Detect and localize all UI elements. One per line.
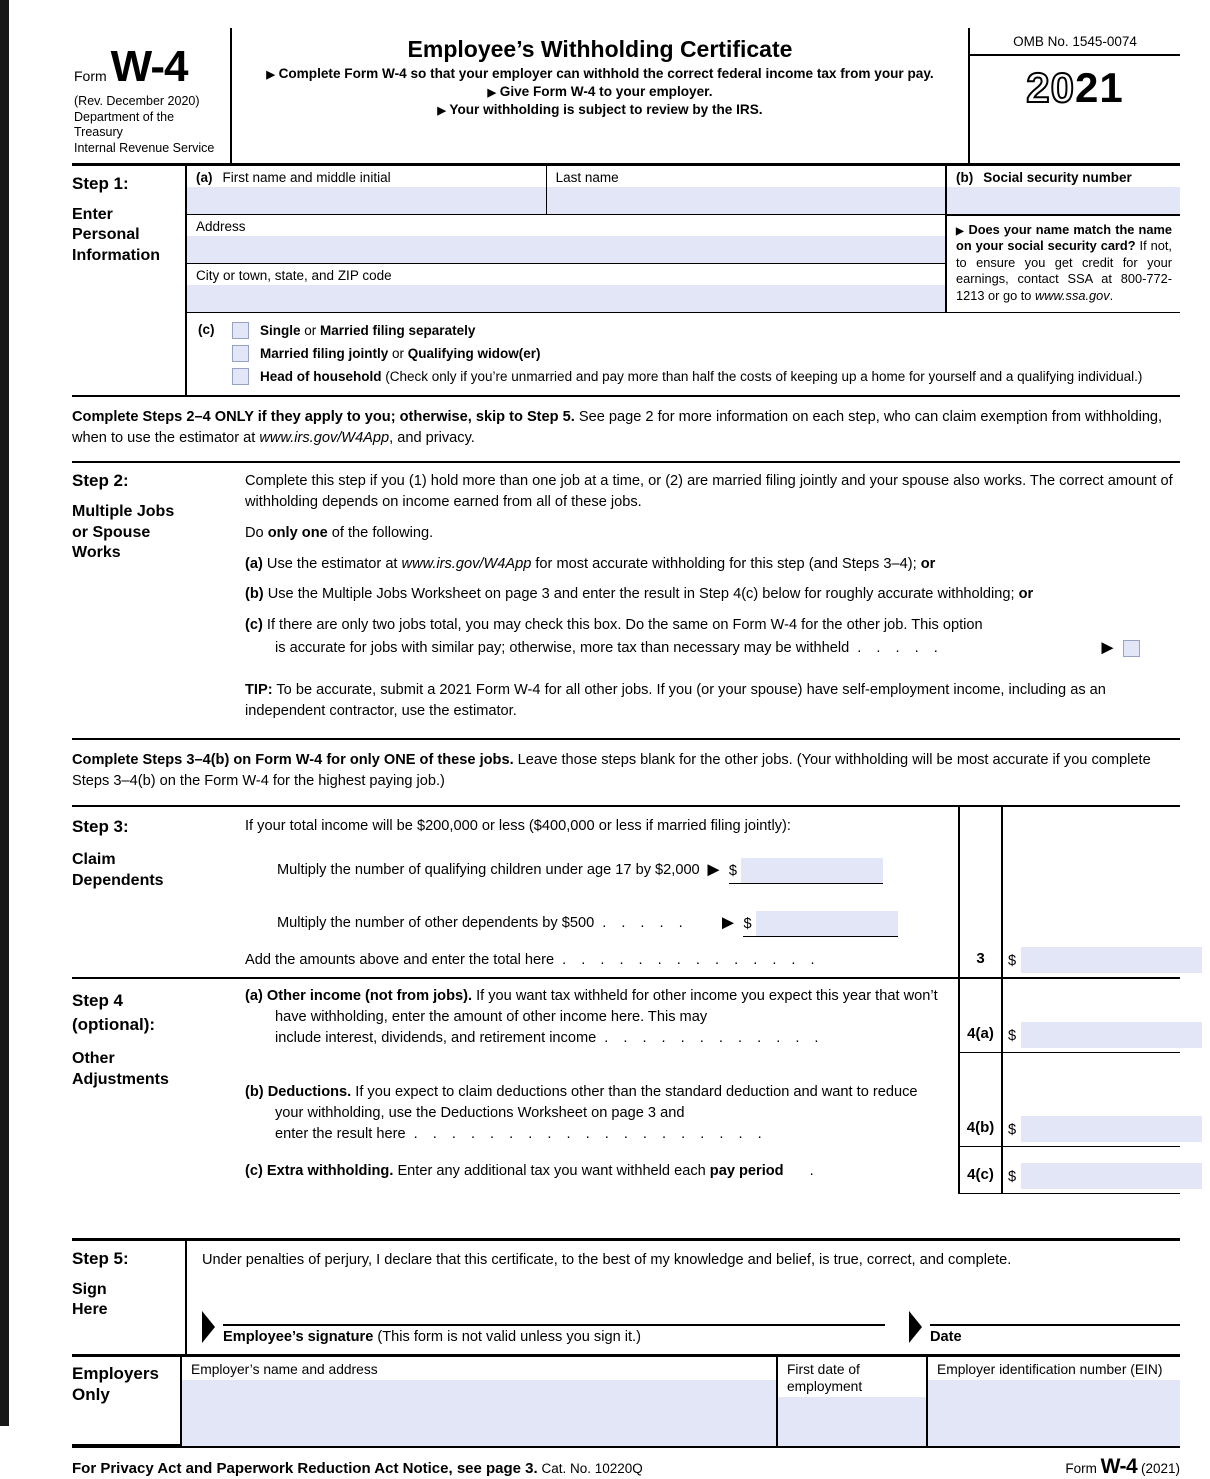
- ein-input[interactable]: [928, 1380, 1180, 1446]
- last-name-input[interactable]: [547, 187, 945, 214]
- step4-optional: (optional):: [72, 1015, 156, 1035]
- filing-status-tag: (c): [198, 321, 215, 337]
- step1-title: Step 1:: [72, 173, 129, 193]
- step5-section: [72, 1238, 1180, 1354]
- form-word: Form: [74, 68, 107, 84]
- filing-option-head-of-household: Head of household (Check only if you’re unmarried and pay more than half the costs of keeping up a home for yourself and a qualifying individual.): [232, 368, 1142, 385]
- filing-option-married-jointly: Married filing jointly or Qualifying widow(er): [232, 345, 1142, 362]
- step5-title: Step 5:: [72, 1248, 129, 1268]
- line4b-amount-cell: $: [1003, 1053, 1180, 1147]
- step4c-row: (c) Extra withholding. Enter any additional tax you want withheld each pay period .: [245, 1147, 958, 1194]
- last-name-label: Last name: [555, 169, 619, 185]
- step3-children-row: Multiply the number of qualifying children under age 17 by $2,000 ▶ $: [245, 843, 958, 899]
- step2-label-block: [72, 471, 245, 722]
- ssn-input[interactable]: [947, 187, 1180, 214]
- dot-leader: .: [809, 1162, 814, 1179]
- children-amount-input[interactable]: [741, 858, 883, 883]
- step3-dependents-row: Multiply the number of other dependents by $500 . . . . . ▶ $: [245, 899, 958, 949]
- steps-3-4-table: [72, 807, 1180, 1194]
- form-number: W-4: [110, 42, 188, 91]
- employee-signature-area[interactable]: Employee’s signature (This form is not valid unless you sign it.): [223, 1324, 885, 1345]
- form-footer-id: Form W-4 (2021): [1065, 1454, 1180, 1478]
- step5-subtitle: Sign Here: [72, 1280, 108, 1319]
- omb-year-block: [968, 28, 1180, 163]
- date-arrow-icon: [909, 1311, 922, 1343]
- line4a-number: 4(a): [958, 979, 1003, 1053]
- steps-3-4b-note: Complete Steps 3–4(b) on Form W-4 for only ONE of these jobs. Leave those steps blank for the other jobs. (Your withholding will be most accurate if you complete Steps 3–4(b) on the Form W-4 for the highest paying job.): [72, 740, 1180, 806]
- privacy-act-notice: For Privacy Act and Paperwork Reduction Act Notice, see page 3.: [72, 1459, 538, 1477]
- ssn-label: (b) Social security number: [956, 169, 1132, 185]
- step2-item-b: (b) Use the Multiple Jobs Worksheet on page 3 and enter the result in Step 4(c) below for roughly accurate withholding; or: [245, 586, 1034, 603]
- form-header: [72, 28, 1180, 166]
- catalog-number: Cat. No. 10220Q: [541, 1460, 643, 1476]
- dot-leader: . . . . .: [602, 914, 683, 931]
- step3-total-row: Add the amounts above and enter the total here . . . . . . . . . . . . . .: [245, 949, 958, 979]
- scan-left-edge: [0, 0, 9, 1426]
- line4b-amount-input[interactable]: [1021, 1116, 1202, 1142]
- treasury-line: Department of the Treasury: [74, 109, 175, 140]
- arrow-icon: ▶: [956, 225, 965, 237]
- signature-arrow-icon: [202, 1311, 215, 1343]
- city-state-zip-input[interactable]: [187, 285, 945, 312]
- filing-option-single: Single or Married filing separately: [232, 322, 1142, 339]
- filing-status-group: [187, 313, 1180, 395]
- step5-label-block: [72, 1241, 185, 1354]
- step3-title: Step 3:: [72, 816, 129, 836]
- employers-only-section: [72, 1354, 1180, 1448]
- dependents-amount-input[interactable]: [756, 911, 898, 936]
- page-footer: [72, 1448, 1180, 1479]
- line3-amount-input[interactable]: [1021, 947, 1202, 973]
- employer-name-address-input[interactable]: [182, 1380, 776, 1446]
- married-jointly-checkbox[interactable]: [232, 345, 249, 362]
- employers-only-label: Employers Only: [72, 1357, 180, 1448]
- form-id-block: [72, 28, 232, 163]
- dot-leader: . . . . . . . . . . . .: [604, 1029, 819, 1046]
- dot-leader: . . . . . . . . . . . . . . . . . . .: [413, 1125, 762, 1142]
- head-of-household-checkbox[interactable]: [232, 368, 249, 385]
- first-date-employment-label: First date of employment: [787, 1361, 863, 1394]
- line3-amount-cell: $: [1003, 949, 1180, 979]
- ssa-note: ▶ Does your name match the name on your social security card? If not, to ensure you get credit for your earnings, contact SSA at 800-772-1213 or go to www.ssa.gov.: [956, 221, 1172, 303]
- title-block: [232, 28, 968, 163]
- instruction-line: ▶ Complete Form W-4 so that your employer can withhold the correct federal income tax from your pay.: [266, 66, 934, 81]
- single-checkbox[interactable]: [232, 322, 249, 339]
- dot-leader: . . . . . . . . . . . . . .: [562, 952, 815, 969]
- step2-tip: TIP: To be accurate, submit a 2021 Form W-4 for all other jobs. If you (or your spouse) have self-employment income, including as an independent contractor, use the estimator.: [245, 681, 1106, 720]
- arrow-icon: ▶: [437, 105, 446, 117]
- step1-label-block: [72, 166, 185, 395]
- city-state-zip-label: City or town, state, and ZIP code: [196, 267, 392, 283]
- date-area[interactable]: Date: [930, 1324, 1180, 1345]
- step4a-row: (a) Other income (not from jobs). If you want tax withheld for other income you expect this year that won’t have withholding, enter the amount of other income here. This may include interest, dividends, and retirement income . . . . . . . . . . . .: [245, 979, 958, 1053]
- line4c-amount-input[interactable]: [1021, 1163, 1202, 1189]
- first-name-label: (a) First name and middle initial: [196, 169, 391, 185]
- instruction-line: ▶ Your withholding is subject to review by the IRS.: [437, 102, 763, 117]
- step2-paragraph: Complete this step if you (1) hold more than one job at a time, or (2) are married filing jointly and your spouse also works. The correct amount of withholding depends on income earned from all of these jobs.: [245, 472, 1173, 510]
- step4b-row: (b) Deductions. If you expect to claim deductions other than the standard deduction and want to reduce your withholding, use the Deductions Worksheet on page 3 and enter the result here . . . . . . . . . . . . . . . . . . .: [245, 1053, 958, 1147]
- line4c-number: 4(c): [958, 1147, 1003, 1194]
- step1-section: [72, 166, 1180, 397]
- irs-line: Internal Revenue Service: [74, 140, 215, 155]
- form-title: Employee’s Withholding Certificate: [407, 36, 793, 62]
- step3-label-block: [72, 807, 245, 979]
- step3-subtitle: Claim Dependents: [72, 851, 164, 889]
- step1-subtitle: Enter Personal Information: [72, 205, 160, 265]
- ein-label: Employer identification number (EIN): [937, 1361, 1163, 1377]
- perjury-declaration: Under penalties of perjury, I declare that this certificate, to the best of my knowledge and belief, is true, correct, and complete.: [202, 1251, 1012, 1268]
- step3-intro: If your total income will be $200,000 or less ($400,000 or less if married filing jointly):: [245, 817, 791, 834]
- step2-item-c-line2: is accurate for jobs with similar pay; otherwise, more tax than necessary may be withheld . . . . . ▶: [245, 638, 1176, 659]
- step2-title: Step 2:: [72, 470, 129, 490]
- arrow-icon: ▶: [487, 87, 496, 99]
- step2-item-a: (a) Use the estimator at www.irs.gov/W4App for most accurate withholding for this step (and Steps 3–4); or: [245, 556, 936, 573]
- form-revision: (Rev. December 2020): [74, 94, 200, 108]
- line3-number: 3: [958, 949, 1003, 979]
- first-date-employment-input[interactable]: [778, 1397, 926, 1446]
- step2-item-c: (c) If there are only two jobs total, you may check this box. Do the same on Form W-4 for the other job. This option: [245, 616, 983, 633]
- step4-subtitle: Other Adjustments: [72, 1049, 169, 1088]
- arrow-icon: ▶: [722, 914, 734, 931]
- instruction-line: ▶ Give Form W-4 to your employer.: [487, 84, 713, 99]
- address-input[interactable]: [187, 236, 945, 263]
- omb-number: OMB No. 1545-0074: [970, 28, 1180, 56]
- step4-label-block: [72, 979, 245, 1194]
- step4-title: Step 4: [72, 990, 124, 1010]
- two-jobs-checkbox[interactable]: [1123, 640, 1140, 657]
- line4c-amount-cell: $: [1003, 1147, 1180, 1194]
- arrow-icon: ▶: [1101, 639, 1113, 656]
- step2-do-only-one: Do only one of the following.: [245, 525, 434, 542]
- tax-year: 2021: [1026, 64, 1124, 111]
- line4a-amount-input[interactable]: [1021, 1022, 1202, 1048]
- address-label: Address: [196, 218, 246, 234]
- steps-2-4-note: Complete Steps 2–4 ONLY if they apply to you; otherwise, skip to Step 5. See page 2 for more information on each step, who can claim exemption from withholding, when to use the estimator at www.irs.gov/W4App, and privacy.: [72, 397, 1180, 463]
- step2-section: [72, 463, 1180, 740]
- line4a-amount-cell: $: [1003, 979, 1180, 1053]
- first-name-input[interactable]: [187, 187, 546, 214]
- line4b-number: 4(b): [958, 1053, 1003, 1147]
- arrow-icon: ▶: [266, 69, 275, 81]
- arrow-icon: ▶: [707, 861, 719, 878]
- step2-subtitle: Multiple Jobs or Spouse Works: [72, 502, 175, 562]
- dot-leader: . . . . .: [857, 639, 938, 656]
- employer-name-address-label: Employer’s name and address: [191, 1361, 378, 1377]
